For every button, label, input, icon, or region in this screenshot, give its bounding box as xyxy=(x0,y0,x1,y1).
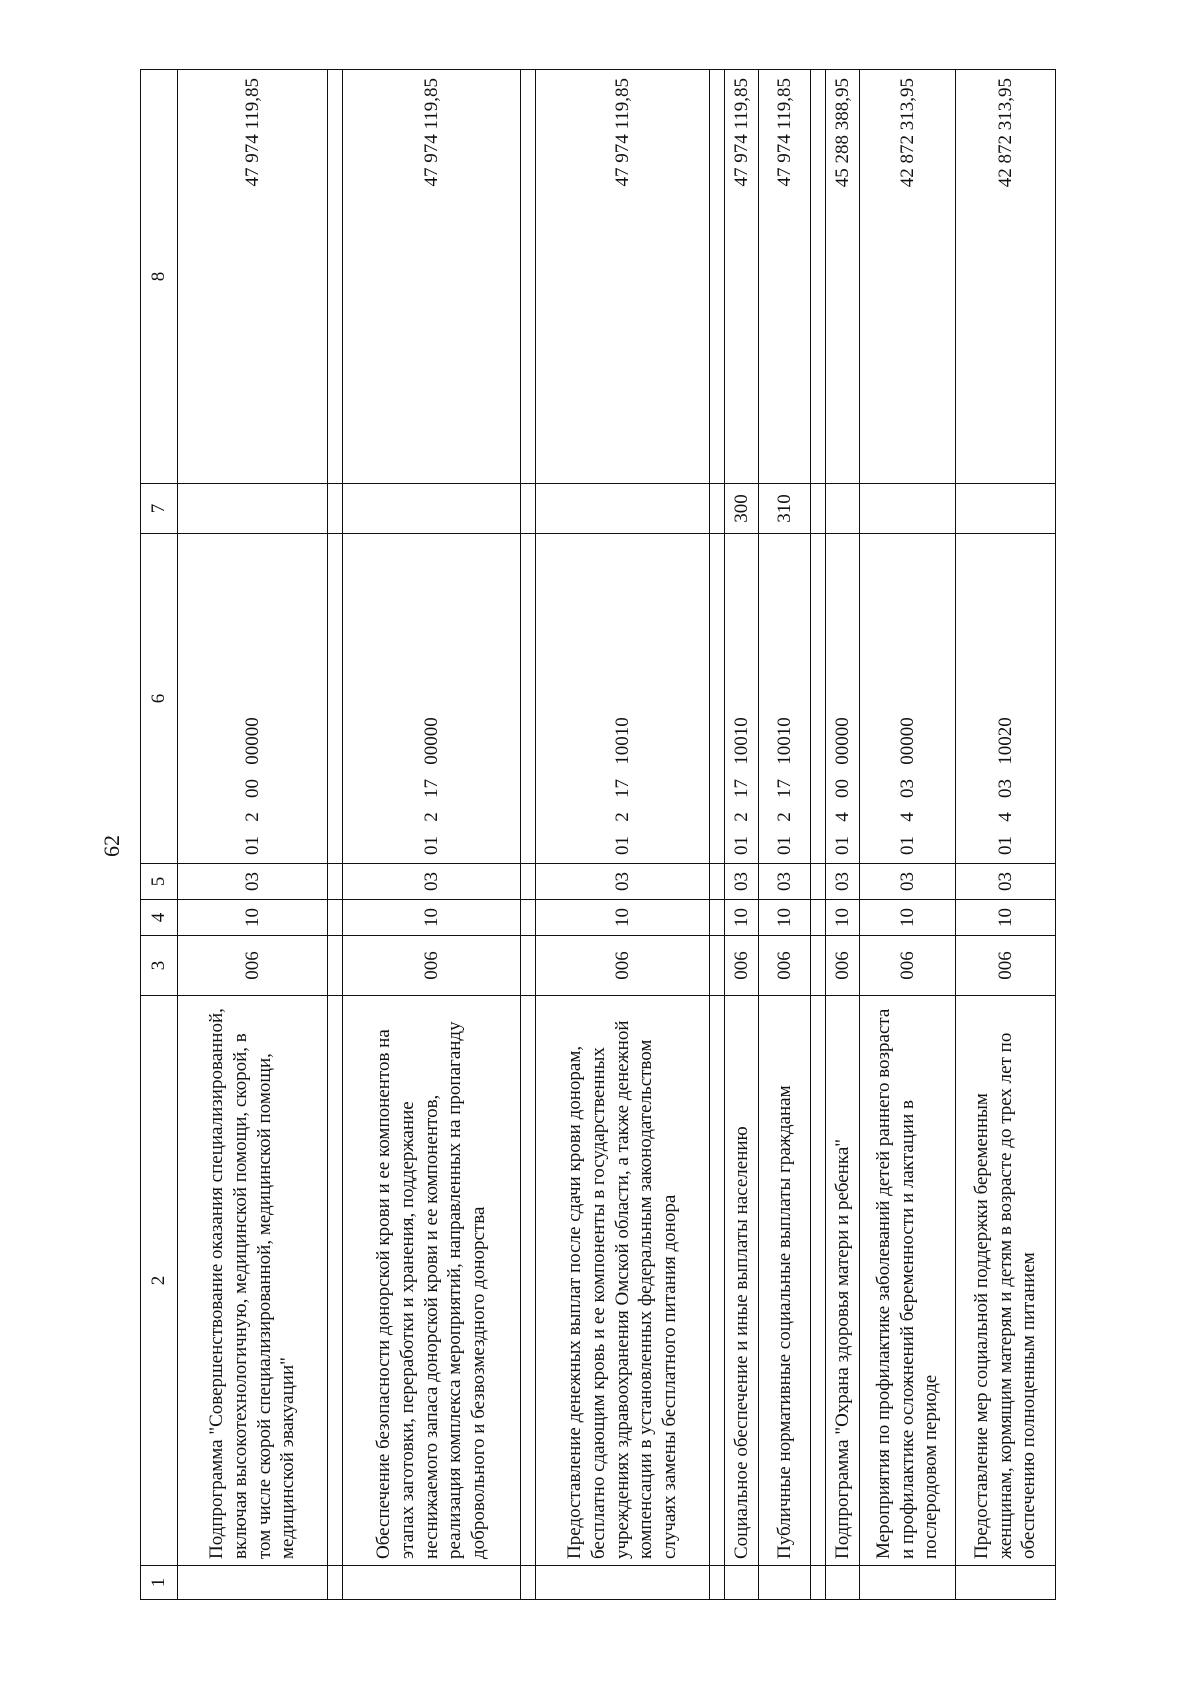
row-expense-type xyxy=(178,484,328,534)
budget-table xyxy=(140,69,1056,1600)
row-subsection: 03 xyxy=(956,864,1056,900)
header-col-4: 4 xyxy=(141,900,178,936)
row-subsection: 03 xyxy=(536,864,710,900)
row-name: Обеспечение безопасности донорской крови и ее компонентов на этапах заготовки, переработки и хранения, поддержание неснижаемого запаса донорской крови и ее компонентов, реализация комплекса мероприятий, направленных на пропаганду добровольного и безвозмездного донорства xyxy=(343,996,521,1566)
row-name: Публичные нормативные социальные выплаты гражданам xyxy=(759,996,811,1566)
row-expense-type: 300 xyxy=(725,484,759,534)
row-number xyxy=(826,1566,860,1600)
table-row xyxy=(956,70,1056,1600)
row-target-article: 01 2 00 00000 xyxy=(178,534,328,864)
row-section: 10 xyxy=(826,900,860,936)
row-number xyxy=(343,1566,521,1600)
row-subsection: 03 xyxy=(759,864,811,900)
row-section: 10 xyxy=(725,900,759,936)
row-code-admin: 006 xyxy=(759,936,811,996)
row-subsection: 03 xyxy=(343,864,521,900)
row-subsection: 03 xyxy=(826,864,860,900)
row-subsection: 03 xyxy=(860,864,956,900)
row-number xyxy=(536,1566,710,1600)
row-number xyxy=(759,1566,811,1600)
table-row xyxy=(536,70,710,1600)
rotated-table-container xyxy=(140,70,1120,1600)
row-name: Предоставление мер социальной поддержки беременным женщинам, кормящим матерям и детям в возрасте до трех лет по обеспечению полноценным питанием xyxy=(956,996,1056,1566)
row-expense-type xyxy=(956,484,1056,534)
row-code-admin: 006 xyxy=(178,936,328,996)
row-expense-type xyxy=(826,484,860,534)
table-row xyxy=(860,70,956,1600)
row-amount: 47 974 119,85 xyxy=(343,70,521,484)
row-expense-type xyxy=(860,484,956,534)
row-target-article: 01 4 03 00000 xyxy=(860,534,956,864)
row-name: Подпрограмма "Совершенствование оказания специализированной, включая высокотехнологичную, медицинской помощи, скорой, в том числе скорой специализированной, медицинской помощи, медицинской эвакуации" xyxy=(178,996,328,1566)
row-section: 10 xyxy=(759,900,811,936)
page-number: 62 xyxy=(99,835,124,857)
row-number xyxy=(956,1566,1056,1600)
row-subsection: 03 xyxy=(178,864,328,900)
spacer-row xyxy=(328,70,343,1600)
row-target-article: 01 2 17 10010 xyxy=(759,534,811,864)
row-name: Мероприятия по профилактике заболеваний детей раннего возраста и профилактике осложнений беременности и лактации в послеродовом периоде xyxy=(860,996,956,1566)
header-col-6: 6 xyxy=(141,534,178,864)
row-code-admin: 006 xyxy=(860,936,956,996)
row-amount: 47 974 119,85 xyxy=(725,70,759,484)
row-amount: 42 872 313,95 xyxy=(860,70,956,484)
row-name: Социальное обеспечение и иные выплаты населению xyxy=(725,996,759,1566)
row-section: 10 xyxy=(956,900,1056,936)
row-code-admin: 006 xyxy=(956,936,1056,996)
row-expense-type xyxy=(536,484,710,534)
row-target-article: 01 4 03 10020 xyxy=(956,534,1056,864)
row-amount: 47 974 119,85 xyxy=(759,70,811,484)
row-target-article: 01 2 17 10010 xyxy=(536,534,710,864)
row-section: 10 xyxy=(343,900,521,936)
row-code-admin: 006 xyxy=(725,936,759,996)
row-amount: 45 288 388,95 xyxy=(826,70,860,484)
header-col-5: 5 xyxy=(141,864,178,900)
table-row xyxy=(178,70,328,1600)
row-amount: 42 872 313,95 xyxy=(956,70,1056,484)
row-name: Предоставление денежных выплат после сдачи крови донорам, бесплатно сдающим кровь и ее компоненты в государственных учреждениях здравоохранения Омской области, а также денежной компенсации в установленных федеральным законодательством случаях замены бесплатного питания донора xyxy=(536,996,710,1566)
row-amount: 47 974 119,85 xyxy=(178,70,328,484)
header-row xyxy=(141,70,178,1600)
table-row xyxy=(826,70,860,1600)
row-section: 10 xyxy=(536,900,710,936)
row-expense-type: 310 xyxy=(759,484,811,534)
row-number xyxy=(725,1566,759,1600)
row-code-admin: 006 xyxy=(826,936,860,996)
row-subsection: 03 xyxy=(725,864,759,900)
row-number xyxy=(178,1566,328,1600)
table-row xyxy=(759,70,811,1600)
spacer-row xyxy=(521,70,536,1600)
table-row xyxy=(343,70,521,1600)
row-code-admin: 006 xyxy=(536,936,710,996)
row-target-article: 01 4 00 00000 xyxy=(826,534,860,864)
header-col-3: 3 xyxy=(141,936,178,996)
spacer-row xyxy=(811,70,826,1600)
header-col-1: 1 xyxy=(141,1566,178,1600)
row-target-article: 01 2 17 10010 xyxy=(725,534,759,864)
header-col-8: 8 xyxy=(141,70,178,484)
row-expense-type xyxy=(343,484,521,534)
row-code-admin: 006 xyxy=(343,936,521,996)
table-row xyxy=(725,70,759,1600)
row-number xyxy=(860,1566,956,1600)
row-section: 10 xyxy=(178,900,328,936)
spacer-row xyxy=(710,70,725,1600)
row-amount: 47 974 119,85 xyxy=(536,70,710,484)
row-name: Подпрограмма "Охрана здоровья матери и ребенка" xyxy=(826,996,860,1566)
header-col-7: 7 xyxy=(141,484,178,534)
row-target-article: 01 2 17 00000 xyxy=(343,534,521,864)
header-col-2: 2 xyxy=(141,996,178,1566)
row-section: 10 xyxy=(860,900,956,936)
